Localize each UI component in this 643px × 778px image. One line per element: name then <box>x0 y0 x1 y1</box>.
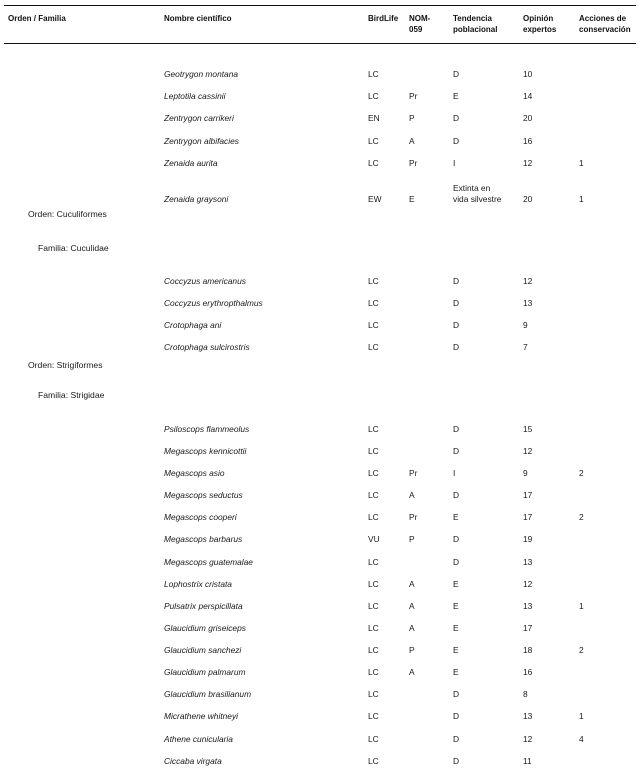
expert-opinion: 17 <box>523 623 533 633</box>
scientific-name: Glaucidium sanchezi <box>164 645 242 655</box>
family-label: Familia: Cuculidae <box>38 243 109 253</box>
scientific-name: Megascops asio <box>164 468 225 478</box>
nom-059-status: Pr <box>409 512 418 522</box>
nom-059-status: A <box>409 579 415 589</box>
population-trend: E <box>453 645 459 655</box>
population-trend: D <box>453 276 460 286</box>
birdlife-status: LC <box>368 446 379 456</box>
nom-059-status: A <box>409 601 415 611</box>
conservation-actions: 2 <box>579 468 584 478</box>
birdlife-status: EN <box>368 113 380 123</box>
birdlife-status: LC <box>368 69 379 79</box>
population-trend: E <box>453 91 459 101</box>
expert-opinion: 13 <box>523 298 533 308</box>
scientific-name: Megascops seductus <box>164 490 243 500</box>
population-trend: D <box>453 490 460 500</box>
population-trend: E <box>453 579 459 589</box>
nom-059-status: Pr <box>409 158 418 168</box>
header-acciones-line1: Acciones de <box>579 14 627 23</box>
expert-opinion: 13 <box>523 711 533 721</box>
population-trend: I <box>453 158 456 168</box>
birdlife-status: LC <box>368 667 379 677</box>
population-trend: E <box>453 623 459 633</box>
population-trend: D <box>453 320 460 330</box>
population-trend: D <box>453 711 460 721</box>
expert-opinion: 8 <box>523 689 528 699</box>
population-trend: D <box>453 534 460 544</box>
population-trend: D <box>453 446 460 456</box>
population-trend: D <box>453 136 460 146</box>
expert-opinion: 12 <box>523 276 533 286</box>
birdlife-status: LC <box>368 711 379 721</box>
expert-opinion: 12 <box>523 579 533 589</box>
header-opinion <box>523 13 556 35</box>
conservation-actions: 1 <box>579 711 584 721</box>
header-tendencia-line1: Tendencia <box>453 14 492 23</box>
expert-opinion: 16 <box>523 136 533 146</box>
scientific-name: Psiloscops flammeolus <box>164 424 250 434</box>
conservation-actions: 1 <box>579 194 584 204</box>
population-trend: D <box>453 689 460 699</box>
expert-opinion: 7 <box>523 342 528 352</box>
expert-opinion: 13 <box>523 557 533 567</box>
scientific-name: Leptotila cassinii <box>164 91 226 101</box>
header-tendencia <box>453 13 497 35</box>
scientific-name: Geotrygon montana <box>164 69 239 79</box>
population-trend: D <box>453 69 460 79</box>
expert-opinion: 17 <box>523 512 533 522</box>
birdlife-status: LC <box>368 158 379 168</box>
conservation-actions: 1 <box>579 158 584 168</box>
population-trend: D <box>453 113 460 123</box>
birdlife-status: LC <box>368 490 379 500</box>
scientific-name: Glaucidium brasilianum <box>164 689 252 699</box>
expert-opinion: 20 <box>523 113 533 123</box>
header-orden-familia: Orden / Familia <box>8 14 66 23</box>
header-acciones <box>579 13 631 35</box>
nom-059-status: P <box>409 113 415 123</box>
population-trend: D <box>453 424 460 434</box>
expert-opinion: 15 <box>523 424 533 434</box>
expert-opinion: 12 <box>523 446 533 456</box>
scientific-name: Micrathene whitneyi <box>164 711 239 721</box>
population-trend: E <box>453 667 459 677</box>
expert-opinion: 10 <box>523 69 533 79</box>
header-nombre-cientifico: Nombre científico <box>164 14 232 23</box>
scientific-name: Glaucidium palmarum <box>164 667 246 677</box>
birdlife-status: LC <box>368 689 379 699</box>
header-opinion-line1: Opinión <box>523 14 554 23</box>
scientific-name: Ciccaba virgata <box>164 756 222 766</box>
scientific-name: Megascops cooperi <box>164 512 237 522</box>
expert-opinion: 11 <box>523 756 532 766</box>
conservation-actions: 4 <box>579 734 584 744</box>
scientific-name: Zenaida aurita <box>164 158 218 168</box>
nom-059-status: A <box>409 667 415 677</box>
header-nom-059-line1: NOM- <box>409 14 431 23</box>
scientific-name: Pulsatrix perspicillata <box>164 601 243 611</box>
scientific-name: Lophostrix cristata <box>164 579 232 589</box>
conservation-actions: 1 <box>579 601 584 611</box>
scientific-name: Zentrygon carrikeri <box>164 113 234 123</box>
expert-opinion: 20 <box>523 194 533 204</box>
birdlife-status: LC <box>368 136 379 146</box>
population-trend: D <box>453 342 460 352</box>
scientific-name: Megascops guatemalae <box>164 557 253 567</box>
table-top-rule <box>4 5 636 6</box>
expert-opinion: 12 <box>523 734 533 744</box>
birdlife-status: LC <box>368 468 379 478</box>
family-label: Familia: Strigidae <box>38 390 105 400</box>
header-nom-059-line2: 059 <box>409 25 423 34</box>
scientific-name: Megascops barbarus <box>164 534 243 544</box>
birdlife-status: VU <box>368 534 380 544</box>
population-trend <box>453 183 501 205</box>
order-label: Orden: Cuculiformes <box>28 209 107 219</box>
nom-059-status: Pr <box>409 468 418 478</box>
population-trend: D <box>453 756 460 766</box>
expert-opinion: 9 <box>523 468 528 478</box>
birdlife-status: EW <box>368 194 382 204</box>
birdlife-status: LC <box>368 342 379 352</box>
birdlife-status: LC <box>368 734 379 744</box>
order-label: Orden: Strigiformes <box>28 360 103 370</box>
birdlife-status: LC <box>368 601 379 611</box>
scientific-name: Megascops kennicottii <box>164 446 247 456</box>
scientific-name: Coccyzus erythropthalmus <box>164 298 263 308</box>
birdlife-status: LC <box>368 424 379 434</box>
conservation-actions: 2 <box>579 512 584 522</box>
population-trend-line: vida silvestre <box>453 194 502 204</box>
birdlife-status: LC <box>368 91 379 101</box>
conservation-actions: 2 <box>579 645 584 655</box>
population-trend: I <box>453 468 456 478</box>
scientific-name: Crotophaga sulcirostris <box>164 342 250 352</box>
expert-opinion: 16 <box>523 667 533 677</box>
birdlife-status: LC <box>368 756 379 766</box>
scientific-name: Zentrygon albifacies <box>164 136 239 146</box>
table-header-rule <box>4 43 636 44</box>
birdlife-status: LC <box>368 298 379 308</box>
nom-059-status: P <box>409 645 415 655</box>
nom-059-status: A <box>409 623 415 633</box>
birdlife-status: LC <box>368 320 379 330</box>
population-trend: D <box>453 557 460 567</box>
nom-059-status: A <box>409 490 415 500</box>
header-opinion-line2: expertos <box>523 25 557 34</box>
population-trend: D <box>453 734 460 744</box>
nom-059-status: A <box>409 136 415 146</box>
expert-opinion: 13 <box>523 601 533 611</box>
scientific-name: Zenaida graysoni <box>164 194 229 204</box>
scientific-name: Glaucidium griseiceps <box>164 623 246 633</box>
birdlife-status: LC <box>368 579 379 589</box>
scientific-name: Crotophaga ani <box>164 320 222 330</box>
header-tendencia-line2: poblacional <box>453 25 498 34</box>
birdlife-status: LC <box>368 512 379 522</box>
expert-opinion: 18 <box>523 645 533 655</box>
population-trend: E <box>453 601 459 611</box>
nom-059-status: E <box>409 194 415 204</box>
scientific-name: Athene cunicularia <box>164 734 233 744</box>
population-trend: D <box>453 298 460 308</box>
expert-opinion: 9 <box>523 320 528 330</box>
nom-059-status: P <box>409 534 415 544</box>
expert-opinion: 12 <box>523 158 533 168</box>
expert-opinion: 17 <box>523 490 533 500</box>
birdlife-status: LC <box>368 276 379 286</box>
birdlife-status: LC <box>368 557 379 567</box>
header-acciones-line2: conservación <box>579 25 631 34</box>
scientific-name: Coccyzus americanus <box>164 276 246 286</box>
nom-059-status: Pr <box>409 91 418 101</box>
birdlife-status: LC <box>368 623 379 633</box>
population-trend: E <box>453 512 459 522</box>
header-nom-059 <box>409 13 430 35</box>
header-birdlife: BirdLife <box>368 14 399 23</box>
birdlife-status: LC <box>368 645 379 655</box>
population-trend-line: Extinta en <box>453 183 491 193</box>
expert-opinion: 14 <box>523 91 533 101</box>
expert-opinion: 19 <box>523 534 533 544</box>
